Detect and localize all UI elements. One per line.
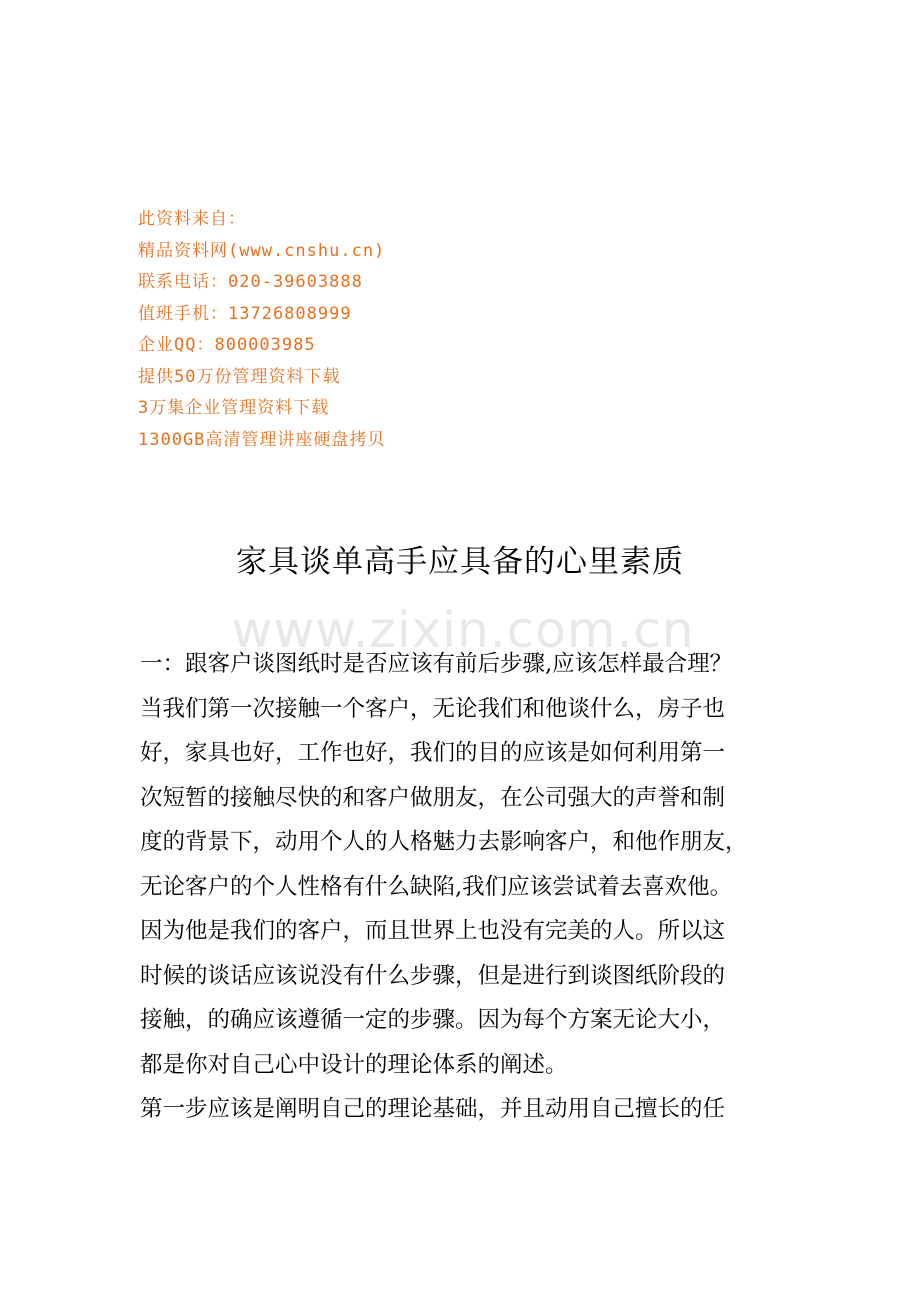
body-line: 第一步应该是阐明自己的理论基础，并且动用自己擅长的任 — [140, 1096, 726, 1122]
source-line-phone: 联系电话：020-39603888 — [138, 272, 363, 292]
body-line: 接触，的确应该遵循一定的步骤。因为每个方案无论大小， — [140, 1007, 726, 1033]
body-line: 当我们第一次接触一个客户，无论我们和他谈什么，房子也 — [140, 695, 726, 722]
body-line: 都是你对自己心中设计的理论体系的阐述。 — [140, 1051, 568, 1078]
body-line: 一：跟客户谈图纸时是否应该有前后步骤,应该怎样最合理？ — [140, 651, 733, 677]
source-line-offer-2: 3万集企业管理资料下载 — [138, 398, 330, 418]
body-line: 因为他是我们的客户，而且世界上也没有完美的人。所以这 — [140, 918, 726, 944]
watermark: www.zixin.com.cn — [231, 601, 695, 659]
source-line-header: 此资料来自： — [138, 209, 246, 229]
document-body — [140, 642, 800, 1132]
source-line-qq: 企业QQ：800003985 — [138, 335, 316, 355]
source-line-offer-3: 1300GB高清管理讲座硬盘拷贝 — [138, 429, 386, 450]
body-line: 度的背景下，动用个人的人格魅力去影响客户，和他作朋友， — [140, 829, 748, 855]
body-line: 次短暂的接触尽快的和客户做朋友，在公司强大的声誉和制 — [140, 784, 726, 811]
source-line-offer-1: 提供50万份管理资料下载 — [138, 366, 341, 387]
body-line: 时候的谈话应该说没有什么步骤，但是进行到谈图纸阶段的 — [140, 962, 726, 989]
document-title: 家具谈单高手应具备的心里素质 — [236, 544, 684, 580]
body-line: 好，家具也好，工作也好，我们的目的应该是如何利用第一 — [140, 740, 726, 766]
source-line-mobile: 值班手机：13726808999 — [138, 303, 352, 324]
source-info-block — [138, 204, 738, 456]
source-line-website: 精品资料网(www.cnshu.cn) — [138, 240, 386, 261]
body-line: 无论客户的个人性格有什么缺陷,我们应该尝试着去喜欢他。 — [140, 873, 733, 900]
